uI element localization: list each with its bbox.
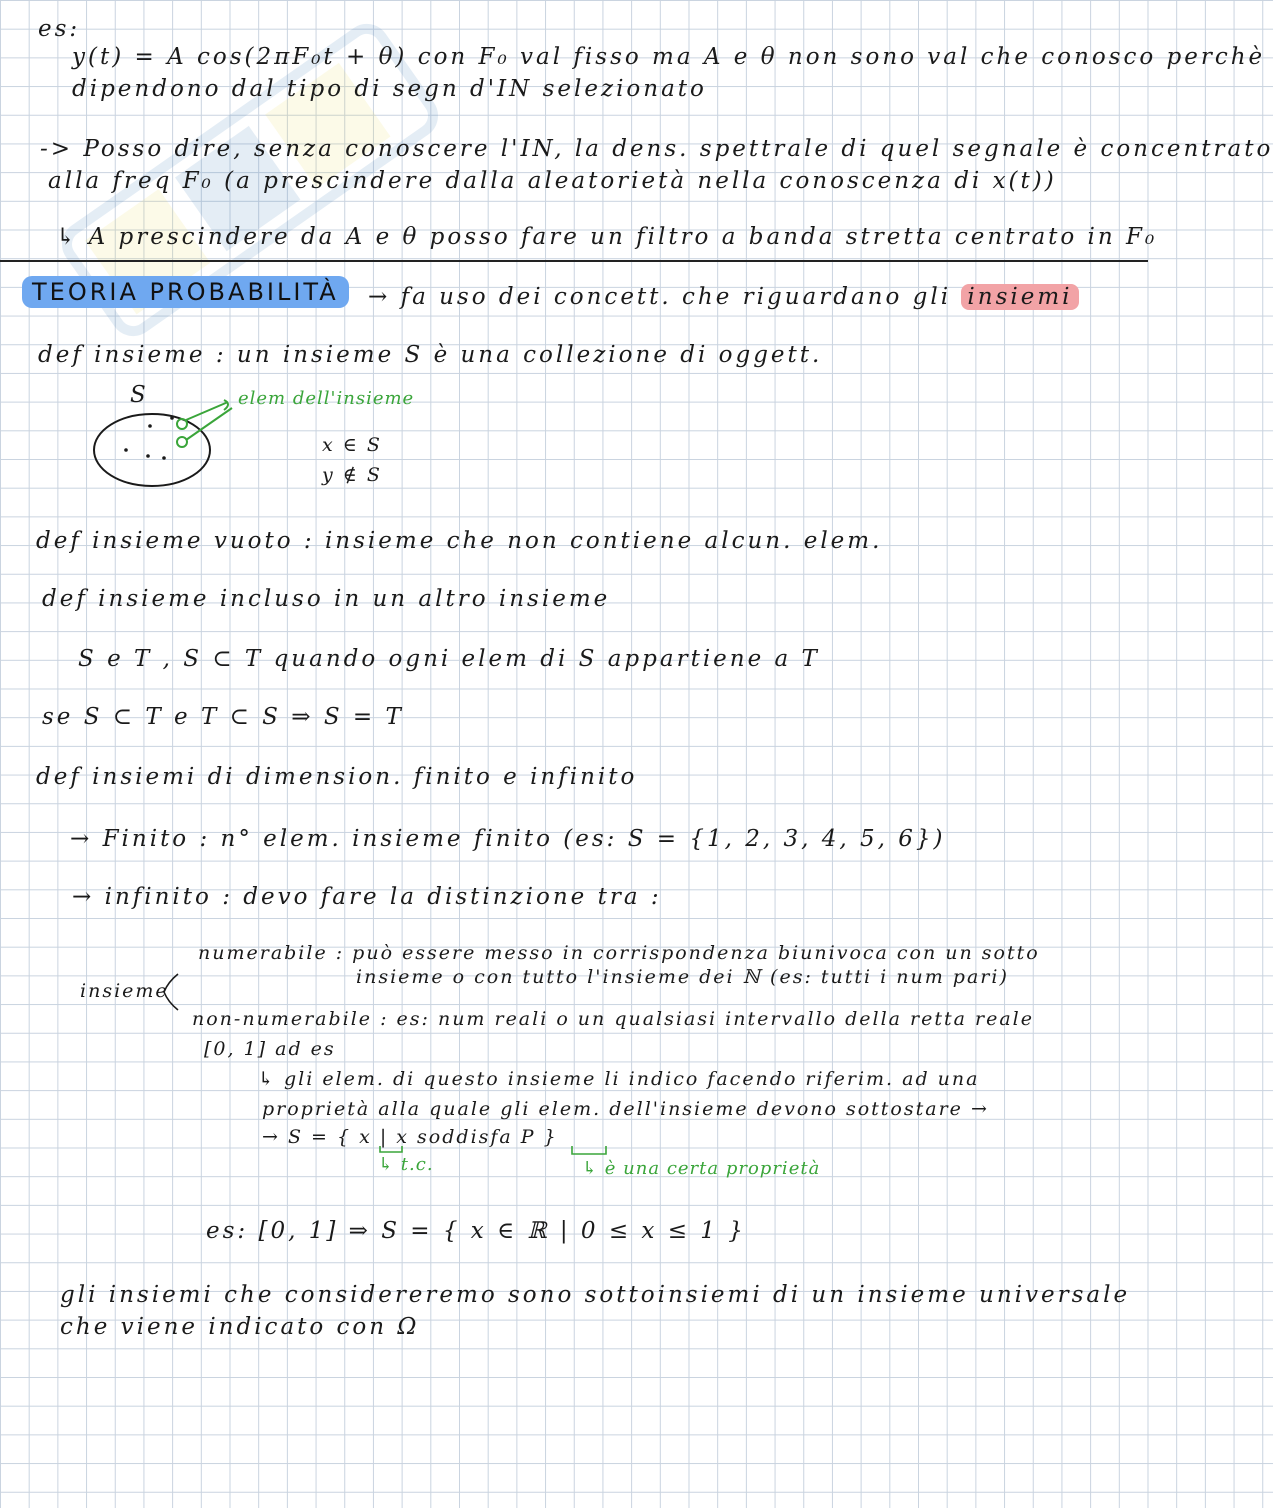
insieme-brace-label: insieme <box>80 980 169 1002</box>
line-es: es: <box>38 16 81 42</box>
highlighted-word-insiemi: insiemi <box>961 284 1078 310</box>
line-countable-cont: insieme o con tutto l'insieme dei ℕ (es: tutti i num pari) <box>356 966 1009 988</box>
line-uncountable: non-numerabile : es: num reali o un qualsiasi intervallo della retta reale <box>192 1008 1034 1030</box>
line-spectral-density: -> Posso dire, senza conoscere l'IN, la dens. spettrale di quel segnale è concentrato <box>40 136 1273 162</box>
element-annotation: elem dell'insieme <box>238 388 415 409</box>
line-signal-formula: y(t) = A cos(2πF₀t + θ) con F₀ val fisso ma A e θ non sono val che conosco perchè <box>72 44 1266 70</box>
line-property-cont: proprietà alla quale gli elem. dell'insieme devono sottostare → <box>262 1098 989 1120</box>
property-annotation: ↳ è una certa proprietà <box>582 1158 821 1179</box>
line-universal-set-cont: che viene indicato con Ω <box>60 1314 420 1340</box>
line-depends-on-signal: dipendono dal tipo di segn d'IN selezionato <box>72 76 707 102</box>
line-equality-rule: se S ⊂ T e T ⊂ S ⇒ S = T <box>42 704 404 730</box>
line-universal-set: gli insiemi che considereremo sono sottoinsiemi di un insieme universale <box>60 1282 1131 1308</box>
line-def-subset: def insieme incluso in un altro insieme <box>42 586 611 612</box>
line-property-intro: ↳ gli elem. di questo insieme li indico facendo riferim. ad una <box>258 1068 980 1090</box>
non-membership-relation: y ∉ S <box>322 464 382 486</box>
line-filter: ↳ A prescindere da A e θ posso fare un filtro a banda stretta centrato in F₀ <box>56 224 1158 250</box>
line-interval-example: es: [0, 1] ⇒ S = { x ∈ ℝ | 0 ≤ x ≤ 1 } <box>206 1218 746 1244</box>
tale-che-annotation: ↳ t.c. <box>378 1154 434 1175</box>
line-subset-rule: S e T , S ⊂ T quando ogni elem di S appartiene a T <box>78 646 820 672</box>
line-uncountable-example: [0, 1] ad es <box>204 1038 336 1060</box>
section-heading: TEORIA PROBABILITÀ <box>22 276 349 308</box>
line-countable: numerabile : può essere messo in corrispondenza biunivoca con un sotto <box>198 942 1040 964</box>
set-label: S <box>130 382 149 408</box>
line-def-insieme: def insieme : un insieme S è una collezione di oggett. <box>38 342 823 368</box>
line-finite: → Finito : n° elem. insieme finito (es: S = {1, 2, 3, 4, 5, 6}) <box>70 826 946 852</box>
line-def-empty-set: def insieme vuoto : insieme che non contiene alcun. elem. <box>36 528 883 554</box>
line-infinite: → infinito : devo fare la distinzione tra : <box>72 884 662 910</box>
line-def-dimension: def insiemi di dimension. finito e infinito <box>36 764 638 790</box>
membership-relation: x ∈ S <box>322 434 382 456</box>
heading-after-text: → fa uso dei concett. che riguardano gli <box>368 284 952 310</box>
line-set-builder: → S = { x | x soddisfa P } <box>262 1126 558 1148</box>
line-frequency: alla freq F₀ (a prescindere dalla aleatorietà nella conoscenza di x(t)) <box>48 168 1057 194</box>
